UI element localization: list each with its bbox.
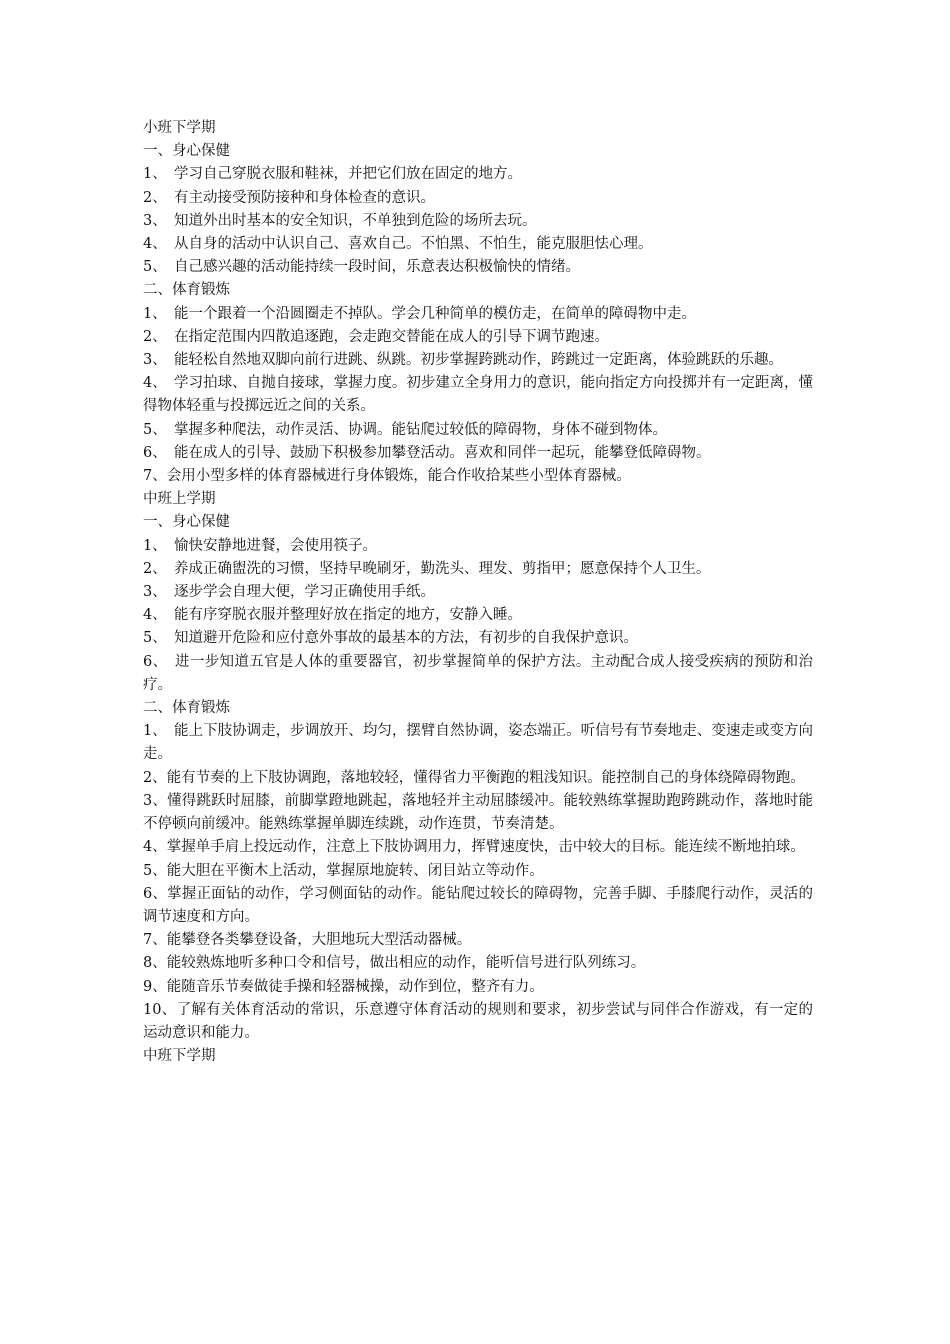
list-item: 4、 从自身的活动中认识自己、喜欢自己。不怕黑、不怕生，能克服胆怯心理。	[143, 236, 653, 253]
list-item: 6、掌握正面钻的动作，学习侧面钻的动作。能钻爬过较长的障碍物，完善手脚、手膝爬行动作，灵活的调节速度和方向。	[143, 885, 813, 925]
subsection-heading: 二、体育锻炼	[143, 700, 230, 717]
list-item: 5、 知道避开危险和应付意外事故的最基本的方法，有初步的自我保护意识。	[143, 630, 638, 647]
list-item: 1、 能上下肢协调走，步调放开、均匀，摆臂自然协调，姿态端正。听信号有节奏地走、变速走或变方向走。	[143, 723, 813, 763]
list-item: 8、能较熟炼地听多种口令和信号，做出相应的动作，能听信号进行队列练习。	[143, 955, 646, 972]
list-item: 5、能大胆在平衡木上活动，掌握原地旋转、闭目站立等动作。	[143, 862, 544, 879]
list-item: 4、 能有序穿脱衣服并整理好放在指定的地方，安静入睡。	[143, 607, 522, 624]
document-body	[143, 117, 813, 1068]
list-item: 6、 能在成人的引导、鼓励下积极参加攀登活动。喜欢和同伴一起玩，能攀登低障碍物。	[143, 444, 711, 461]
list-item: 2、 有主动接受预防接种和身体检查的意识。	[143, 189, 435, 206]
list-item: 5、 自己感兴趣的活动能持续一段时间，乐意表达积极愉快的情绪。	[143, 259, 580, 276]
subsection-heading: 一、身心保健	[143, 514, 230, 531]
list-item: 7、能攀登各类攀登设备，大胆地玩大型活动器械。	[143, 932, 472, 949]
list-item: 1、 能一个跟着一个沿圆圈走不掉队。学会几种简单的模仿走，在简单的障碍物中走。	[143, 305, 696, 322]
list-item: 2、能有节奏的上下肢协调跑，落地较轻，懂得省力平衡跑的粗浅知识。能控制自己的身体绕障碍物跑。	[143, 769, 805, 786]
section-title: 中班下学期	[143, 1048, 216, 1065]
subsection-heading: 一、身心保健	[143, 143, 230, 160]
list-item: 9、能随音乐节奏做徒手操和轻器械操，动作到位，整齐有力。	[143, 978, 544, 995]
list-item: 5、 掌握多种爬法，动作灵活、协调。能钻爬过较低的障碍物，身体不碰到物体。	[143, 421, 667, 438]
list-item: 3、懂得跳跃时屈膝，前脚掌蹬地跳起，落地轻并主动屈膝缓冲。能较熟练掌握助跑跨跳动作，落地时能不停顿向前缓冲。能熟练掌握单脚连续跳，动作连贯，节奏清楚。	[143, 792, 813, 833]
list-item: 4、掌握单手肩上投远动作，注意上下肢协调用力，挥臂速度快，击中较大的目标。能连续不断地拍球。	[143, 839, 805, 856]
section-title: 中班上学期	[143, 491, 216, 508]
section-title: 小班下学期	[143, 120, 216, 136]
list-item: 2、 在指定范围内四散追逐跑，会走跑交替能在成人的引导下调节跑速。	[143, 328, 609, 345]
list-item: 3、 逐步学会自理大便，学习正确使用手纸。	[143, 584, 435, 601]
subsection-heading: 二、体育锻炼	[143, 282, 230, 299]
list-item: 4、 学习拍球、自抛自接球，掌握力度。初步建立全身用力的意识，能向指定方向投掷并有一定距离，懂得物体轻重与投掷远近之间的关系。	[143, 375, 813, 415]
list-item: 7、会用小型多样的体育器械进行身体锻炼，能合作收拾某些小型体育器械。	[143, 468, 631, 485]
list-item: 3、 能轻松自然地双脚向前行进跳、纵跳。初步掌握跨跳动作，跨跳过一定距离，体验跳跃的乐趣。	[143, 352, 783, 369]
list-item: 2、 养成正确盥洗的习惯，坚持早晚刷牙，勤洗头、理发、剪指甲；愿意保持个人卫生。	[143, 560, 711, 577]
list-item: 10、了解有关体育活动的常识，乐意遵守体育活动的规则和要求，初步尝试与同伴合作游戏，有一定的运动意识和能力。	[143, 1001, 813, 1041]
list-item: 3、 知道外出时基本的安全知识，不单独到危险的场所去玩。	[143, 212, 537, 229]
list-item: 1、 愉快安静地进餐，会使用筷子。	[143, 537, 377, 554]
list-item: 1、 学习自己穿脱衣服和鞋袜，并把它们放在固定的地方。	[143, 166, 522, 183]
list-item: 6、 进一步知道五官是人体的重要器官，初步掌握简单的保护方法。主动配合成人接受疾病的预防和治疗。	[143, 653, 813, 693]
